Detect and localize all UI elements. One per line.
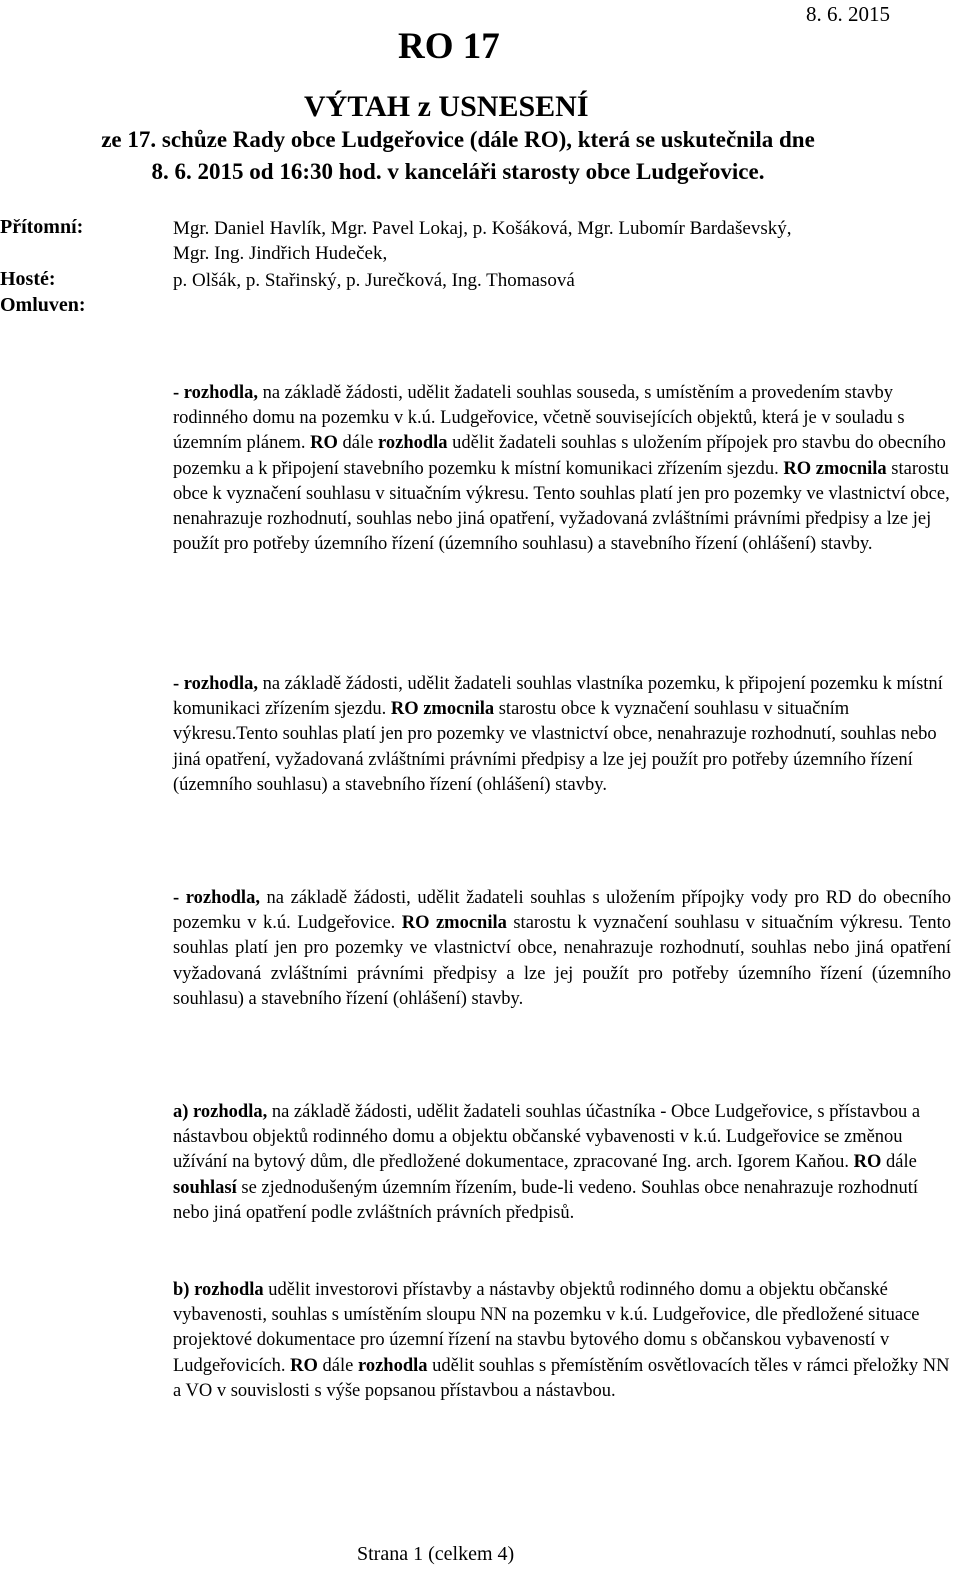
- resolution-emphasis: souhlasí: [173, 1177, 237, 1198]
- resolution-text: dále: [337, 433, 378, 454]
- meeting-number: RO 17: [398, 26, 500, 67]
- document-subtitle: [18, 124, 898, 188]
- document-title: VÝTAH z USNESENÍ: [304, 90, 589, 123]
- resolution-emphasis: RO zmocnila: [783, 458, 887, 479]
- resolution-4a: [173, 1100, 951, 1226]
- resolution-text: udělit investorovi přístavby a nástavby objektů rodinného domu a objektu občanské vybavenosti, souhlas s umístěním sloupu NN na pozemku v k.ú. Ludgeřovice, dle předložené situace projektové dokumentace pro územní řízení na stavbu bytového domu s občanskou vybaveností v Ludgeřovicích.: [173, 1280, 920, 1376]
- resolution-text: na základě žádosti, udělit žadateli souhlas vlastníka pozemku, k připojení pozemku k místní komunikaci zřízením sjezdu.: [173, 674, 943, 720]
- resolution-text: udělit žadateli souhlas s uložením přípojek pro stavbu do obecního pozemku a k připojení stavebního pozemku k místní komunikaci zřízením sjezdu.: [173, 433, 946, 479]
- resolution-text: na základě žádosti, udělit žadateli souhlas s uložením přípojky vody pro RD do obecního pozemku v k.ú. Ludgeřovice.: [173, 888, 951, 934]
- resolution-1: [173, 381, 951, 557]
- resolution-text: starostu obce k vyznačení souhlasu v situačním výkresu. Tento souhlas platí jen pro pozemky ve vlastnictví obce, nenahrazuje rozhodnutí, souhlas nebo jiná opatření, vyžadovaná zvláštními právními předpisy a lze jej použít pro potřeby územního řízení (územního souhlasu) a stavebního řízení (ohlášení) stavby.: [173, 458, 950, 555]
- resolution-verb: a) rozhodla,: [173, 1102, 268, 1122]
- resolution-4b: [173, 1278, 951, 1404]
- resolution-text: dále: [881, 1152, 917, 1173]
- resolution-2: [173, 672, 951, 798]
- resolution-text: starostu k vyznačení souhlasu v situačním výkresu. Tento souhlas platí jen pro pozemky ve vlastnictví obce, nenahrazuje rozhodnutí, souhlas nebo jiná opatření vyžadovaná zvláštními právními předpisy a lze jej použít pro potřeby územního řízení (územního souhlasu) a stavebního řízení (ohlášení) stavby.: [173, 913, 952, 1009]
- subtitle-line-2: 8. 6. 2015 od 16:30 hod. v kanceláři starosty obce Ludgeřovice.: [151, 159, 765, 184]
- resolution-text: udělit souhlas s přemístěním osvětlovacích těles v rámci přeložky NN a VO v souvislosti s výše popsanou přístavbou a nástavbou.: [173, 1355, 950, 1401]
- resolution-text: se zjednodušeným územním řízením, bude-li vedeno. Souhlas obce nenahrazuje rozhodnutí nebo jiná opatření podle zvláštních právních předpisů.: [173, 1177, 918, 1223]
- resolution-text: starostu obce k vyznačení souhlasu v situačním výkresu.Tento souhlas platí jen pro pozemky ve vlastnictví obce, nenahrazuje rozhodnutí, souhlas nebo jiná opatření, vyžadovaná zvláštními právními předpisy a lze jej použít pro potřeby územního řízení (územního souhlasu) a stavebního řízení (ohlášení) stavby.: [173, 699, 937, 795]
- present-line-1: Mgr. Daniel Havlík, Mgr. Pavel Lokaj, p. Košáková, Mgr. Lubomír Bardaševský,: [173, 218, 792, 239]
- resolution-text: na základě žádosti, udělit žadateli souhlas účastníka - Obce Ludgeřovice, s přístavbou a nástavbou objektů rodinného domu a objektu občanské vybavenosti v k.ú. Ludgeřovice se změnou užívání na bytový dům, dle předložené dokumentace, zpracované Ing. arch. Igorem Kaňou.: [173, 1102, 921, 1173]
- resolution-emphasis: RO: [310, 433, 338, 454]
- page-footer: Strana 1 (celkem 4): [357, 1543, 515, 1565]
- resolution-emphasis: rozhodla: [357, 1355, 428, 1376]
- resolution-verb: b) rozhodla: [173, 1280, 264, 1300]
- resolution-verb: - rozhodla,: [173, 674, 258, 694]
- resolution-emphasis: RO zmocnila: [390, 699, 495, 720]
- resolution-emphasis: RO: [290, 1355, 318, 1376]
- resolution-verb: - rozhodla,: [173, 383, 258, 403]
- subtitle-line-1: ze 17. schůze Rady obce Ludgeřovice (dále RO), která se uskutečnila dne: [101, 127, 815, 152]
- excused-label: Omluven:: [0, 294, 86, 316]
- resolution-text: dále: [317, 1355, 358, 1376]
- resolution-text: na základě žádosti, udělit žadateli souhlas souseda, s umístěním a provedením stavby rodinného domu na pozemku v k.ú. Ludgeřovice, včetně souvisejících objektů, která je v souladu s územním plánem.: [173, 383, 905, 454]
- present-line-2: Mgr. Ing. Jindřich Hudeček,: [173, 243, 388, 264]
- document-date: 8. 6. 2015: [806, 2, 890, 26]
- guests-list: p. Olšák, p. Stařinský, p. Jurečková, Ing. Thomasová: [173, 270, 575, 291]
- resolution-emphasis: RO zmocnila: [401, 913, 507, 934]
- resolution-3: [173, 886, 951, 1012]
- resolution-emphasis: rozhodla: [377, 433, 448, 454]
- resolution-emphasis: RO: [853, 1152, 882, 1173]
- present-label: Přítomní:: [0, 216, 84, 238]
- guests-label: Hosté:: [0, 268, 56, 290]
- resolution-verb: - rozhodla,: [173, 888, 260, 908]
